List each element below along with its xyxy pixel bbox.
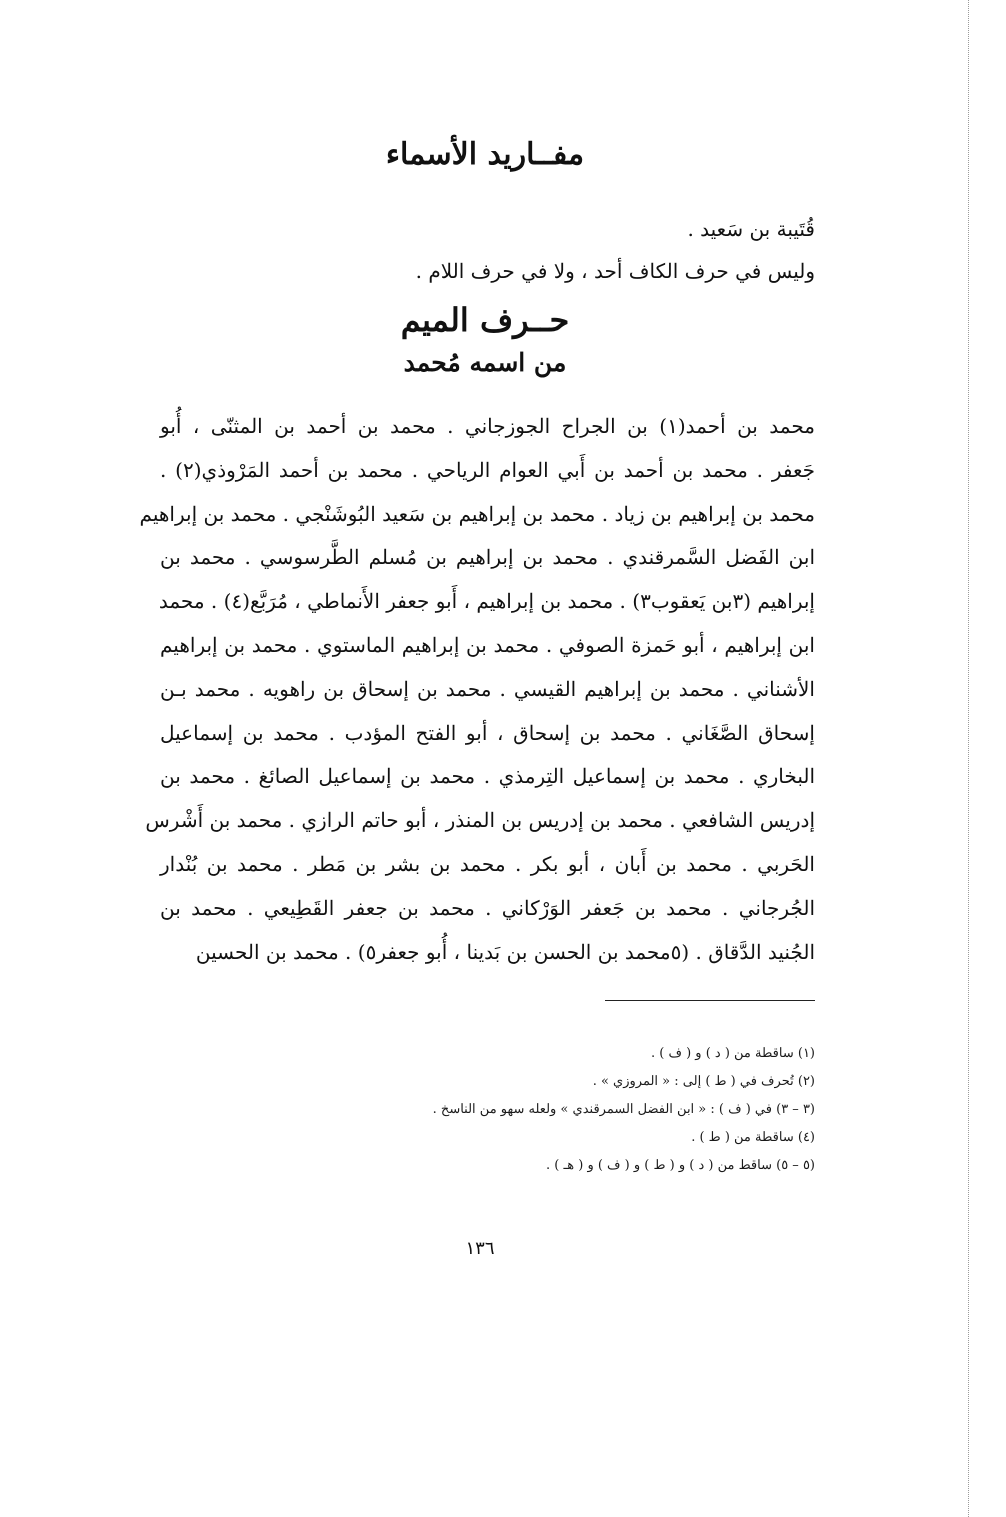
footnote: (٢) تُحرف في ( ط ) إلى : « المروزي » . (592, 1074, 815, 1089)
entry-line: إسحاق الصَّغَاني . محمد بن إسحاق ، أبو الفتح المؤدب . محمد بن إسماعيل (160, 720, 815, 745)
footnote: (١) ساقطة من ( د ) و ( ف ) . (651, 1046, 815, 1061)
footnote: (٥ – ٥) ساقط من ( د ) و ( ط ) و ( ف ) و ( هـ ) . (545, 1158, 815, 1173)
entry-line: إدريس الشافعي . محمد بن إدريس بن المنذر ، أبو حاتم الرازي . محمد بن أَشْرس (145, 808, 815, 833)
running-head: مفــاريد الأسماء (385, 137, 585, 172)
page-number: ١٣٦ (465, 1238, 495, 1259)
footnote-separator (605, 1000, 815, 1001)
footnotes (280, 1040, 815, 1180)
entry-line: ابن إبراهيم ، أبو حَمزة الصوفي . محمد بن إبراهيم الماستوي . محمد بن إبراهيم (160, 632, 815, 657)
entry-line: الأشناني . محمد بن إبراهيم القيسي . محمد بن إسحاق بن راهويه . محمد بـن (160, 676, 815, 701)
scan-edge-line (968, 0, 969, 1517)
entry-line: محمد بن أحمد(١) بن الجراح الجوزجاني . محمد بن أحمد بن المثنّى ، أُبو (160, 414, 815, 438)
intro-text (160, 208, 815, 292)
section-subtitle: من اسمه مُحمد (403, 348, 567, 377)
entry-line: محمد بن إبراهيم بن زياد . محمد بن إبراهيم بن سَعيد البُوشَنْجي . محمد بن إبراهيم (139, 501, 815, 526)
entry-line: الجُرجاني . محمد بن جَعفر الوَرْكاني . محمد بن جعفر القَطِيعي . محمد بن (160, 895, 815, 920)
entry-line: الحَربي . محمد بن أَبان ، أبو بكر . محمد بن بشر بن مَطر . محمد بن بُنْدار (160, 851, 815, 876)
footnote: (٤) ساقطة من ( ط ) . (691, 1130, 815, 1145)
entry-line: الجُنيد الدَّقاق . (٥محمد بن الحسن بن بَدينا ، أُبو جعفر٥) . محمد بن الحسين (195, 939, 815, 964)
entry-line: جَعفر . محمد بن أحمد بن أَبي العوام الرياحي . محمد بن أحمد المَرْوذي(٢) . (160, 457, 815, 482)
intro-line: وليس في حرف الكاف أحد ، ولا في حرف اللام . (415, 259, 815, 283)
entries-paragraph (139, 405, 815, 974)
entry-line: ابن الفَضل السَّمرقندي . محمد بن إبراهيم بن مُسلم الطَّرسوسي . محمد بن (160, 545, 815, 570)
footnote: (٣ – ٣) في ( ف ) : « ابن الفضل السمرقندي » ولعله سهو من الناسخ . (432, 1102, 815, 1117)
entry-line: إبراهيم (٣بن يَعقوب٣) . محمد بن إبراهيم ، أَبو جعفر الأَنماطي ، مُرَبَّع(٤) . محمد (158, 589, 815, 614)
intro-line: قُتَيبة بن سَعيد . (687, 217, 815, 241)
entry-line: البخاري . محمد بن إسماعيل التِرمذي . محمد بن إسماعيل الصائغ . محمد بن (160, 764, 815, 789)
section-title: حــرف الميم (400, 301, 570, 339)
